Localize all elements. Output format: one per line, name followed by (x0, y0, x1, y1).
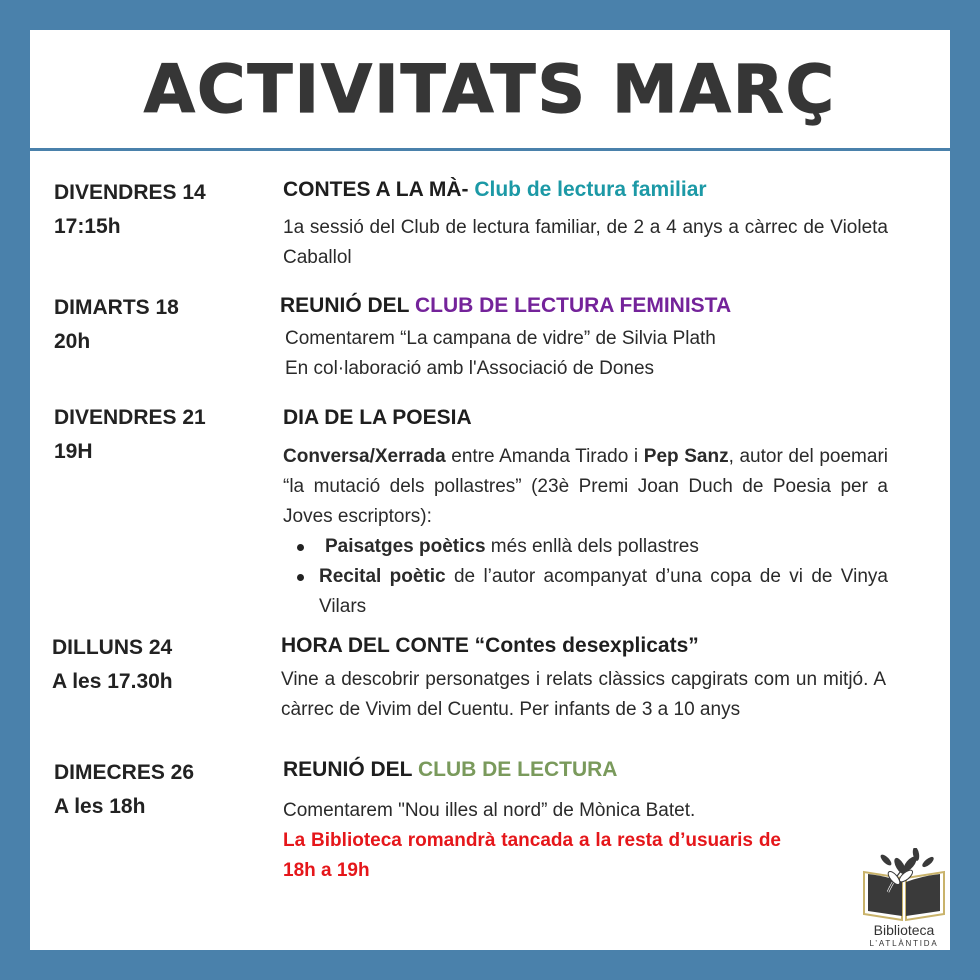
event-title: DIA DE LA POESIA (283, 406, 472, 429)
page-title: ACTIVITATS MARÇ (143, 50, 837, 128)
event-date: DILLUNS 24 A les 17.30h (52, 631, 173, 699)
event-title: REUNIÓ DEL CLUB DE LECTURA FEMINISTA (280, 294, 732, 317)
bullet-list (283, 532, 888, 622)
logo-name: Biblioteca (873, 922, 935, 938)
event-description: 1a sessió del Club de lectura familiar, de 2 a 4 anys a càrrec de Violeta Caballol (283, 217, 888, 268)
event-description: Comentarem “La campana de vidre” de Silvia Plath En col·laboració amb l'Associació de Dones (285, 328, 716, 379)
title-divider (30, 148, 950, 151)
open-book-leaves-icon (858, 848, 950, 922)
event-date: DIMECRES 26 A les 18h (54, 756, 194, 824)
list-item: Recital poètic de l’autor acompanyat d’una copa de vi de Vinya Vilars (283, 562, 888, 622)
event-date: DIVENDRES 21 19H (54, 401, 206, 469)
logo-subtitle: L’ATLÀNTIDA (869, 939, 939, 948)
closure-notice: La Biblioteca romandrà tancada a la resta d’usuaris de 18h a 19h (283, 830, 781, 881)
event-description: Comentarem "Nou illes al nord” de Mònica Batet. La Biblioteca romandrà tancada a la resta d’usuaris de 18h a 19h (283, 796, 781, 886)
event-title: REUNIÓ DEL CLUB DE LECTURA (283, 758, 618, 781)
event-title: CONTES A LA MÀ- Club de lectura familiar (283, 178, 707, 201)
event-time: 17:15h (54, 215, 121, 238)
event-time: 20h (54, 330, 91, 353)
event-date: DIVENDRES 14 17:15h (54, 176, 206, 244)
event-description: Vine a descobrir personatges i relats clàssics capgirats com un mitjó. A càrrec de Vivim del Cuentu. Per infants de 3 a 10 anys (281, 669, 886, 720)
event-title: HORA DEL CONTE “Contes desexplicats” (281, 634, 699, 657)
event-time: 19H (54, 440, 93, 463)
bullet-icon (297, 544, 304, 551)
list-item: Paisatges poètics més enllà dels pollastres (283, 532, 888, 562)
event-time: A les 18h (54, 795, 146, 818)
bullet-icon (297, 574, 304, 581)
event-date: DIMARTS 18 20h (54, 291, 179, 359)
library-logo (858, 848, 950, 948)
poster-panel (30, 30, 950, 950)
event-time: A les 17.30h (52, 670, 173, 693)
event-description: Conversa/Xerrada entre Amanda Tirado i Pep Sanz, autor del poemari “la mutació dels pollastres” (23è Premi Joan Duch de Poesia per a Joves escriptors): Paisatges poètics més enllà dels pollastres Recital poètic de l’autor acompanyat d’una copa de vi de Vinya Vilars (283, 442, 888, 622)
